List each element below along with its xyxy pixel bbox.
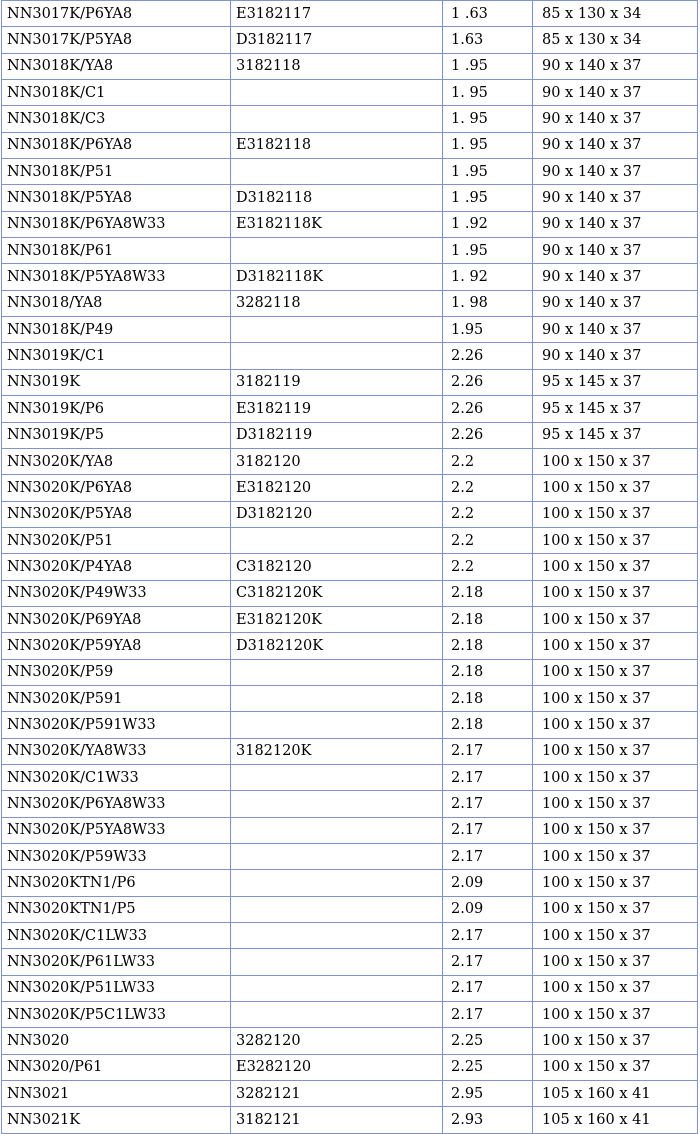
code-cell [231, 343, 443, 369]
code-cell [231, 975, 443, 1001]
code-cell: D3182120K [231, 633, 443, 659]
dimensions-cell: 100 x 150 x 37 [533, 1028, 698, 1054]
weight-cell: 1. 95 [443, 132, 533, 158]
code-cell [231, 949, 443, 975]
code-cell: C3182120K [231, 580, 443, 606]
table-row [2, 1028, 698, 1054]
table-row [2, 343, 698, 369]
table-row [2, 896, 698, 922]
dimensions-cell: 105 x 160 x 41 [533, 1107, 698, 1133]
dimensions-cell: 100 x 150 x 37 [533, 659, 698, 685]
dimensions-cell: 100 x 150 x 37 [533, 1054, 698, 1080]
dimensions-cell: 90 x 140 x 37 [533, 317, 698, 343]
weight-cell: 2.25 [443, 1028, 533, 1054]
model-cell: NN3020K/YA8W33 [2, 738, 231, 764]
model-cell: NN3019K/P6 [2, 396, 231, 422]
weight-cell: 2.26 [443, 422, 533, 448]
model-cell: NN3019K/C1 [2, 343, 231, 369]
table-row [2, 791, 698, 817]
table-row [2, 317, 698, 343]
model-cell: NN3020K/P49W33 [2, 580, 231, 606]
table-row [2, 290, 698, 316]
model-cell: NN3018K/P6YA8W33 [2, 211, 231, 237]
dimensions-cell: 100 x 150 x 37 [533, 791, 698, 817]
code-cell: 3182120 [231, 448, 443, 474]
weight-cell: 2.17 [443, 975, 533, 1001]
model-cell: NN3020K/P5C1LW33 [2, 1002, 231, 1028]
table-row [2, 712, 698, 738]
model-cell: NN3019K/P5 [2, 422, 231, 448]
code-cell [231, 685, 443, 711]
table-row [2, 606, 698, 632]
weight-cell: 1. 92 [443, 264, 533, 290]
code-cell: C3182120 [231, 554, 443, 580]
code-cell [231, 659, 443, 685]
table-row [2, 238, 698, 264]
model-cell: NN3020K/P6YA8 [2, 475, 231, 501]
table-row [2, 870, 698, 896]
dimensions-cell: 100 x 150 x 37 [533, 554, 698, 580]
dimensions-cell: 100 x 150 x 37 [533, 580, 698, 606]
dimensions-cell: 90 x 140 x 37 [533, 80, 698, 106]
model-cell: NN3020KTN1/P6 [2, 870, 231, 896]
dimensions-cell: 100 x 150 x 37 [533, 870, 698, 896]
model-cell: NN3020K/P51LW33 [2, 975, 231, 1001]
table-body [2, 1, 698, 1134]
weight-cell: 1. 98 [443, 290, 533, 316]
dimensions-cell: 100 x 150 x 37 [533, 1002, 698, 1028]
weight-cell: 1.95 [443, 317, 533, 343]
table-row [2, 1081, 698, 1107]
table-row [2, 923, 698, 949]
weight-cell: 2.25 [443, 1054, 533, 1080]
code-cell [231, 764, 443, 790]
model-cell: NN3020K/P591 [2, 685, 231, 711]
code-cell: E3182120 [231, 475, 443, 501]
dimensions-cell: 100 x 150 x 37 [533, 527, 698, 553]
model-cell: NN3018K/P61 [2, 238, 231, 264]
table-row [2, 685, 698, 711]
table-row [2, 159, 698, 185]
model-cell: NN3020K/P5YA8W33 [2, 817, 231, 843]
table-row [2, 53, 698, 79]
model-cell: NN3018K/P49 [2, 317, 231, 343]
table-row [2, 501, 698, 527]
code-cell [231, 844, 443, 870]
model-cell: NN3018K/C1 [2, 80, 231, 106]
model-cell: NN3018K/P51 [2, 159, 231, 185]
table-row [2, 132, 698, 158]
table-row [2, 369, 698, 395]
weight-cell: 2.17 [443, 844, 533, 870]
table-row [2, 554, 698, 580]
code-cell: E3182118K [231, 211, 443, 237]
table-row [2, 27, 698, 53]
table-row [2, 949, 698, 975]
table-row [2, 764, 698, 790]
dimensions-cell: 85 x 130 x 34 [533, 27, 698, 53]
table-row [2, 659, 698, 685]
code-cell: 3282118 [231, 290, 443, 316]
model-cell: NN3020K/P59W33 [2, 844, 231, 870]
weight-cell: 1.63 [443, 27, 533, 53]
table-row [2, 80, 698, 106]
model-cell: NN3017K/P6YA8 [2, 1, 231, 27]
dimensions-cell: 100 x 150 x 37 [533, 764, 698, 790]
model-cell: NN3020K/P69YA8 [2, 606, 231, 632]
code-cell: D3182118 [231, 185, 443, 211]
dimensions-cell: 100 x 150 x 37 [533, 685, 698, 711]
model-cell: NN3019K [2, 369, 231, 395]
dimensions-cell: 85 x 130 x 34 [533, 1, 698, 27]
dimensions-cell: 100 x 150 x 37 [533, 712, 698, 738]
model-cell: NN3018K/C3 [2, 106, 231, 132]
model-cell: NN3020K/P51 [2, 527, 231, 553]
model-cell: NN3021 [2, 1081, 231, 1107]
table-row [2, 844, 698, 870]
dimensions-cell: 90 x 140 x 37 [533, 185, 698, 211]
table-row [2, 580, 698, 606]
model-cell: NN3020K/YA8 [2, 448, 231, 474]
weight-cell: 2.18 [443, 685, 533, 711]
weight-cell: 2.2 [443, 448, 533, 474]
dimensions-cell: 90 x 140 x 37 [533, 106, 698, 132]
code-cell: D3182117 [231, 27, 443, 53]
model-cell: NN3020 [2, 1028, 231, 1054]
code-cell [231, 712, 443, 738]
model-cell: NN3018K/P5YA8 [2, 185, 231, 211]
dimensions-cell: 105 x 160 x 41 [533, 1081, 698, 1107]
model-cell: NN3018K/P6YA8 [2, 132, 231, 158]
weight-cell: 2.17 [443, 1002, 533, 1028]
weight-cell: 1. 95 [443, 106, 533, 132]
code-cell: 3182120K [231, 738, 443, 764]
code-cell [231, 1002, 443, 1028]
code-cell: 3182119 [231, 369, 443, 395]
dimensions-cell: 100 x 150 x 37 [533, 501, 698, 527]
dimensions-cell: 95 x 145 x 37 [533, 369, 698, 395]
weight-cell: 2.17 [443, 923, 533, 949]
code-cell [231, 896, 443, 922]
model-cell: NN3020K/C1W33 [2, 764, 231, 790]
model-cell: NN3020K/P5YA8 [2, 501, 231, 527]
code-cell: 3182118 [231, 53, 443, 79]
weight-cell: 2.17 [443, 764, 533, 790]
code-cell [231, 817, 443, 843]
code-cell: 3282121 [231, 1081, 443, 1107]
model-cell: NN3021K [2, 1107, 231, 1133]
table-row [2, 264, 698, 290]
dimensions-cell: 100 x 150 x 37 [533, 949, 698, 975]
table-row [2, 106, 698, 132]
weight-cell: 1 .92 [443, 211, 533, 237]
dimensions-cell: 95 x 145 x 37 [533, 396, 698, 422]
code-cell: E3182118 [231, 132, 443, 158]
dimensions-cell: 100 x 150 x 37 [533, 633, 698, 659]
table-row [2, 527, 698, 553]
dimensions-cell: 90 x 140 x 37 [533, 238, 698, 264]
model-cell: NN3018K/P5YA8W33 [2, 264, 231, 290]
table-row [2, 475, 698, 501]
code-cell [231, 317, 443, 343]
code-cell: D3182118K [231, 264, 443, 290]
weight-cell: 2.93 [443, 1107, 533, 1133]
code-cell: E3282120 [231, 1054, 443, 1080]
dimensions-cell: 100 x 150 x 37 [533, 606, 698, 632]
table-row [2, 817, 698, 843]
weight-cell: 2.17 [443, 791, 533, 817]
weight-cell: 2.17 [443, 949, 533, 975]
dimensions-cell: 90 x 140 x 37 [533, 53, 698, 79]
weight-cell: 2.18 [443, 633, 533, 659]
model-cell: NN3020K/C1LW33 [2, 923, 231, 949]
dimensions-cell: 100 x 150 x 37 [533, 975, 698, 1001]
table-row [2, 185, 698, 211]
model-cell: NN3020K/P4YA8 [2, 554, 231, 580]
table-row [2, 211, 698, 237]
dimensions-cell: 90 x 140 x 37 [533, 159, 698, 185]
weight-cell: 2.09 [443, 896, 533, 922]
weight-cell: 1. 95 [443, 80, 533, 106]
weight-cell: 2.17 [443, 738, 533, 764]
table-row [2, 448, 698, 474]
table-row [2, 1, 698, 27]
model-cell: NN3018/YA8 [2, 290, 231, 316]
code-cell: E3182119 [231, 396, 443, 422]
table-row [2, 1002, 698, 1028]
weight-cell: 2.95 [443, 1081, 533, 1107]
code-cell [231, 238, 443, 264]
weight-cell: 2.18 [443, 606, 533, 632]
dimensions-cell: 90 x 140 x 37 [533, 290, 698, 316]
bearing-spec-table [1, 0, 698, 1134]
weight-cell: 2.26 [443, 343, 533, 369]
model-cell: NN3017K/P5YA8 [2, 27, 231, 53]
dimensions-cell: 90 x 140 x 37 [533, 264, 698, 290]
weight-cell: 2.2 [443, 475, 533, 501]
weight-cell: 1 .63 [443, 1, 533, 27]
dimensions-cell: 100 x 150 x 37 [533, 817, 698, 843]
dimensions-cell: 90 x 140 x 37 [533, 132, 698, 158]
dimensions-cell: 100 x 150 x 37 [533, 844, 698, 870]
code-cell: D3182120 [231, 501, 443, 527]
code-cell [231, 527, 443, 553]
code-cell [231, 106, 443, 132]
dimensions-cell: 100 x 150 x 37 [533, 896, 698, 922]
model-cell: NN3018K/YA8 [2, 53, 231, 79]
dimensions-cell: 100 x 150 x 37 [533, 448, 698, 474]
dimensions-cell: 90 x 140 x 37 [533, 211, 698, 237]
code-cell: E3182120K [231, 606, 443, 632]
dimensions-cell: 100 x 150 x 37 [533, 923, 698, 949]
weight-cell: 2.18 [443, 712, 533, 738]
model-cell: NN3020K/P59 [2, 659, 231, 685]
dimensions-cell: 100 x 150 x 37 [533, 738, 698, 764]
model-cell: NN3020/P61 [2, 1054, 231, 1080]
weight-cell: 2.18 [443, 659, 533, 685]
code-cell [231, 923, 443, 949]
code-cell: E3182117 [231, 1, 443, 27]
model-cell: NN3020K/P61LW33 [2, 949, 231, 975]
dimensions-cell: 95 x 145 x 37 [533, 422, 698, 448]
weight-cell: 2.26 [443, 396, 533, 422]
model-cell: NN3020K/P59YA8 [2, 633, 231, 659]
weight-cell: 2.09 [443, 870, 533, 896]
dimensions-cell: 100 x 150 x 37 [533, 475, 698, 501]
table-row [2, 422, 698, 448]
weight-cell: 1 .95 [443, 238, 533, 264]
code-cell [231, 791, 443, 817]
code-cell: D3182119 [231, 422, 443, 448]
code-cell: 3282120 [231, 1028, 443, 1054]
weight-cell: 1 .95 [443, 159, 533, 185]
table-row [2, 396, 698, 422]
weight-cell: 2.2 [443, 554, 533, 580]
code-cell [231, 870, 443, 896]
code-cell [231, 159, 443, 185]
dimensions-cell: 90 x 140 x 37 [533, 343, 698, 369]
weight-cell: 2.17 [443, 817, 533, 843]
model-cell: NN3020K/P591W33 [2, 712, 231, 738]
table-row [2, 1107, 698, 1133]
model-cell: NN3020K/P6YA8W33 [2, 791, 231, 817]
weight-cell: 2.26 [443, 369, 533, 395]
weight-cell: 1 .95 [443, 53, 533, 79]
model-cell: NN3020KTN1/P5 [2, 896, 231, 922]
weight-cell: 1 .95 [443, 185, 533, 211]
table-row [2, 1054, 698, 1080]
weight-cell: 2.2 [443, 501, 533, 527]
weight-cell: 2.2 [443, 527, 533, 553]
weight-cell: 2.18 [443, 580, 533, 606]
table-row [2, 975, 698, 1001]
table-row [2, 738, 698, 764]
table-row [2, 633, 698, 659]
code-cell: 3182121 [231, 1107, 443, 1133]
code-cell [231, 80, 443, 106]
